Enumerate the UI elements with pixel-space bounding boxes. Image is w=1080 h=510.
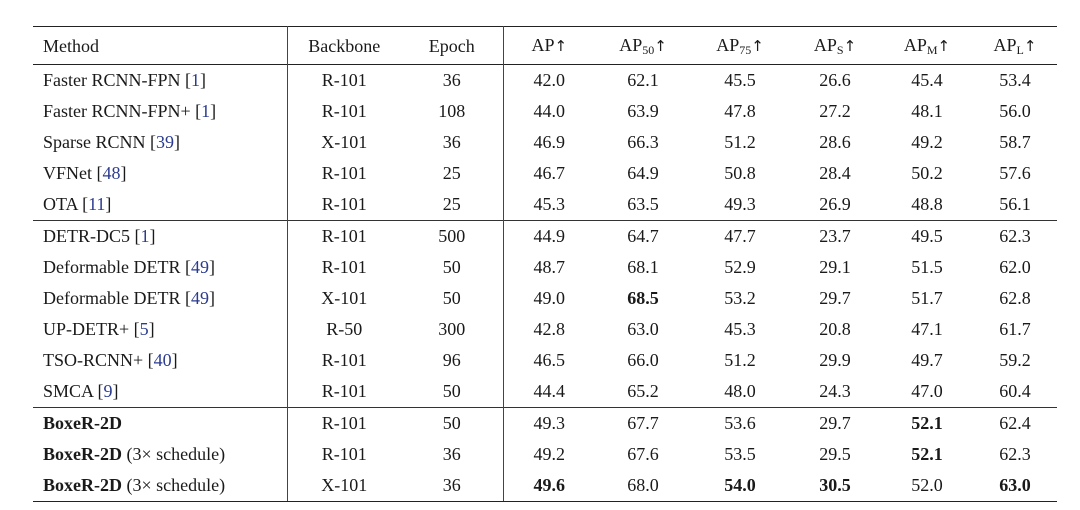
aps-cell: 29.7 [819,288,851,308]
aps-cell: 28.4 [819,163,851,183]
apl-cell: 56.1 [999,194,1031,214]
epoch-cell: 108 [401,96,503,127]
header-ap75-base: AP [716,35,740,55]
up-arrow-icon: ↑ [654,37,667,55]
ap-cell: 46.7 [533,163,565,183]
apm-cell: 49.2 [911,132,943,152]
ap50-cell: 62.1 [627,70,659,90]
ap50-cell: 64.7 [595,221,691,253]
method-cell [33,439,287,470]
ap75-cell: 54.0 [691,470,789,502]
ap75-cell: 50.8 [724,163,756,183]
header-row [33,27,1057,65]
method-cell [33,470,287,502]
apl-cell: 62.0 [999,257,1031,277]
method-name: TSO-RCNN+ [43,350,144,370]
ap-cell: 46.5 [533,350,565,370]
ap-cell: 44.0 [533,101,565,121]
apl-cell: 63.0 [973,470,1057,502]
ap50-cell: 67.6 [627,444,659,464]
apl-cell: 62.8 [999,288,1031,308]
citation-link[interactable]: 49 [190,257,209,277]
header-aps-subscript: S [836,43,844,57]
table-row [33,314,1057,345]
method-cell [33,408,287,440]
method-cell: OTA [11] [33,189,287,221]
header-apl-base: AP [993,35,1017,55]
method-name: SMCA [43,381,94,401]
apl-cell: 53.4 [999,70,1031,90]
epoch-cell: 36 [401,65,503,97]
ap-cell: 48.7 [533,257,565,277]
epoch-cell: 25 [401,158,503,189]
ap75-cell: 49.3 [724,194,756,214]
ap50-cell: 65.2 [627,381,659,401]
epoch-cell: 50 [401,283,503,314]
method-suffix: (3× schedule) [126,475,226,495]
epoch-cell: 36 [401,439,503,470]
aps-cell: 29.9 [819,350,851,370]
citation-link[interactable]: 40 [153,350,172,370]
method-cell: UP-DETR+ [5] [33,314,287,345]
method-cell: DETR-DC5 [1] [33,221,287,253]
method-cell: VFNet [48] [33,158,287,189]
ap75-cell: 53.2 [724,288,756,308]
apl-cell: 58.7 [999,132,1031,152]
up-arrow-icon: ↑ [554,37,568,55]
method-name: UP-DETR+ [43,319,130,339]
aps-cell: 26.6 [819,70,851,90]
ap50-cell: 63.5 [627,194,659,214]
method-name: DETR-DC5 [43,226,130,246]
table-row [33,96,1057,127]
backbone-cell: R-101 [321,257,367,277]
epoch-cell: 36 [401,470,503,502]
citation-link[interactable]: 49 [190,288,209,308]
ap50-cell: 66.3 [627,132,659,152]
method-cell: SMCA [9] [33,376,287,408]
citation-link[interactable]: 1 [201,101,211,121]
results-table-container [33,26,1057,502]
epoch-cell: 50 [401,408,503,440]
apl-cell: 62.3 [999,444,1031,464]
apm-cell: 45.4 [911,70,943,90]
citation-link[interactable]: 11 [88,194,106,214]
epoch-cell: 500 [401,221,503,253]
ap50-cell: 63.0 [627,319,659,339]
method-name: BoxeR-2D [43,413,122,433]
apm-cell: 48.1 [911,101,943,121]
ap50-cell: 64.9 [627,163,659,183]
header-ap [503,27,595,65]
method-name: Faster RCNN-FPN [43,70,181,90]
apm-cell: 48.8 [911,194,943,214]
backbone-cell: R-50 [326,319,363,339]
ap-cell: 46.9 [533,132,565,152]
method-suffix: (3× schedule) [126,444,226,464]
method-name: BoxeR-2D [43,475,122,495]
table-row [33,65,1057,97]
method-name: VFNet [43,163,92,183]
table-row [33,252,1057,283]
method-cell: Deformable DETR [49] [33,283,287,314]
header-ap75-subscript: 75 [739,43,752,57]
epoch-cell: 36 [401,127,503,158]
backbone-cell: R-101 [321,381,367,401]
ap75-cell: 52.9 [724,257,756,277]
method-cell: Deformable DETR [49] [33,252,287,283]
aps-cell: 20.8 [819,319,851,339]
backbone-cell: R-101 [321,194,367,214]
header-aps [789,27,881,65]
header-ap50-subscript: 50 [642,43,655,57]
header-ap-base: AP [531,35,555,55]
ap75-cell: 45.3 [724,319,756,339]
epoch-cell: 50 [401,252,503,283]
apm-cell: 51.5 [911,257,943,277]
method-cell: Faster RCNN-FPN+ [1] [33,96,287,127]
ap50-cell: 68.1 [627,257,659,277]
backbone-cell: X-101 [321,288,368,308]
citation-link[interactable]: 1 [140,226,150,246]
table-row [33,127,1057,158]
ap75-cell: 53.6 [691,408,789,440]
epoch-cell: 300 [401,314,503,345]
method-cell: Sparse RCNN [39] [33,127,287,158]
aps-cell: 26.9 [819,194,851,214]
apl-cell: 56.0 [999,101,1031,121]
backbone-cell: R-101 [321,70,367,90]
apm-cell: 52.1 [911,444,943,464]
table-row [33,408,1057,440]
apm-cell: 51.7 [911,288,943,308]
method-name: Deformable DETR [43,257,181,277]
header-ap75 [691,27,789,65]
aps-cell: 24.3 [819,381,851,401]
up-arrow-icon: ↑ [843,37,857,55]
backbone-cell: R-101 [287,408,401,440]
ap50-cell: 68.5 [627,288,659,308]
header-ap50-base: AP [619,35,643,55]
ap-cell: 44.4 [533,381,565,401]
backbone-cell: R-101 [321,163,367,183]
backbone-cell: R-101 [321,101,367,121]
ap75-cell: 45.5 [724,70,756,90]
apl-cell: 61.7 [999,319,1031,339]
method-name: OTA [43,194,78,214]
apl-cell: 62.4 [973,408,1057,440]
results-table [33,26,1057,502]
aps-cell: 29.7 [789,408,881,440]
up-arrow-icon: ↑ [1023,37,1037,55]
apm-cell: 49.5 [881,221,973,253]
apm-cell: 47.1 [911,319,943,339]
method-cell: Faster RCNN-FPN [1] [33,65,287,97]
ap-cell: 49.6 [503,470,595,502]
citation-link[interactable]: 48 [102,163,121,183]
header-apl-subscript: L [1016,43,1024,57]
table-row [33,221,1057,253]
citation-link[interactable]: 39 [156,132,174,152]
table-group-3 [33,408,1057,502]
apm-cell: 50.2 [911,163,943,183]
up-arrow-icon: ↑ [751,37,764,55]
citation-link[interactable]: 9 [103,381,113,401]
table-row [33,158,1057,189]
ap50-cell: 63.9 [627,101,659,121]
header-apm-base: AP [903,35,927,55]
header-method: Method [33,27,287,65]
ap-cell: 49.2 [533,444,565,464]
aps-cell: 29.5 [819,444,851,464]
header-backbone: Backbone [308,35,381,56]
table-row [33,345,1057,376]
table-header [33,27,1057,65]
header-apl [973,27,1057,65]
backbone-cell: R-101 [321,350,367,370]
apm-cell: 49.7 [911,350,943,370]
ap50-cell: 67.7 [595,408,691,440]
table-row [33,283,1057,314]
ap75-cell: 47.7 [691,221,789,253]
backbone-cell: R-101 [287,221,401,253]
citation-link[interactable]: 1 [191,70,201,90]
aps-cell: 23.7 [789,221,881,253]
apm-cell: 52.1 [881,408,973,440]
ap75-cell: 51.2 [724,132,756,152]
table-row [33,189,1057,221]
aps-cell: 28.6 [819,132,851,152]
apl-cell: 62.3 [973,221,1057,253]
method-name: Faster RCNN-FPN+ [43,101,191,121]
table-group-1 [33,65,1057,221]
citation-link[interactable]: 5 [139,319,149,339]
ap50-cell: 66.0 [627,350,659,370]
backbone-cell: X-101 [321,132,368,152]
ap-cell: 49.3 [503,408,595,440]
apm-cell: 47.0 [911,381,943,401]
ap-cell: 49.0 [533,288,565,308]
ap50-cell: 68.0 [595,470,691,502]
table-row [33,376,1057,408]
aps-cell: 30.5 [789,470,881,502]
table-row [33,439,1057,470]
header-apm-subscript: M [926,43,938,57]
ap-cell: 42.0 [533,70,565,90]
apm-cell: 52.0 [881,470,973,502]
backbone-cell: R-101 [321,444,367,464]
header-ap50 [595,27,691,65]
header-epoch: Epoch [401,27,503,65]
apl-cell: 60.4 [999,381,1031,401]
epoch-cell: 25 [401,189,503,221]
method-name: BoxeR-2D [43,444,122,464]
header-apm [881,27,973,65]
header-aps-base: AP [813,35,837,55]
ap-cell: 42.8 [533,319,565,339]
backbone-cell: X-101 [287,470,401,502]
ap75-cell: 47.8 [724,101,756,121]
apl-cell: 57.6 [999,163,1031,183]
ap75-cell: 51.2 [724,350,756,370]
table-row [33,470,1057,502]
apl-cell: 59.2 [999,350,1031,370]
method-cell: TSO-RCNN+ [40] [33,345,287,376]
epoch-cell: 96 [401,345,503,376]
ap-cell: 45.3 [533,194,565,214]
aps-cell: 27.2 [819,101,851,121]
up-arrow-icon: ↑ [937,37,951,55]
table-group-2 [33,221,1057,408]
method-name: Sparse RCNN [43,132,146,152]
ap-cell: 44.9 [503,221,595,253]
ap75-cell: 48.0 [724,381,756,401]
ap75-cell: 53.5 [724,444,756,464]
epoch-cell: 50 [401,376,503,408]
method-name: Deformable DETR [43,288,181,308]
aps-cell: 29.1 [819,257,851,277]
